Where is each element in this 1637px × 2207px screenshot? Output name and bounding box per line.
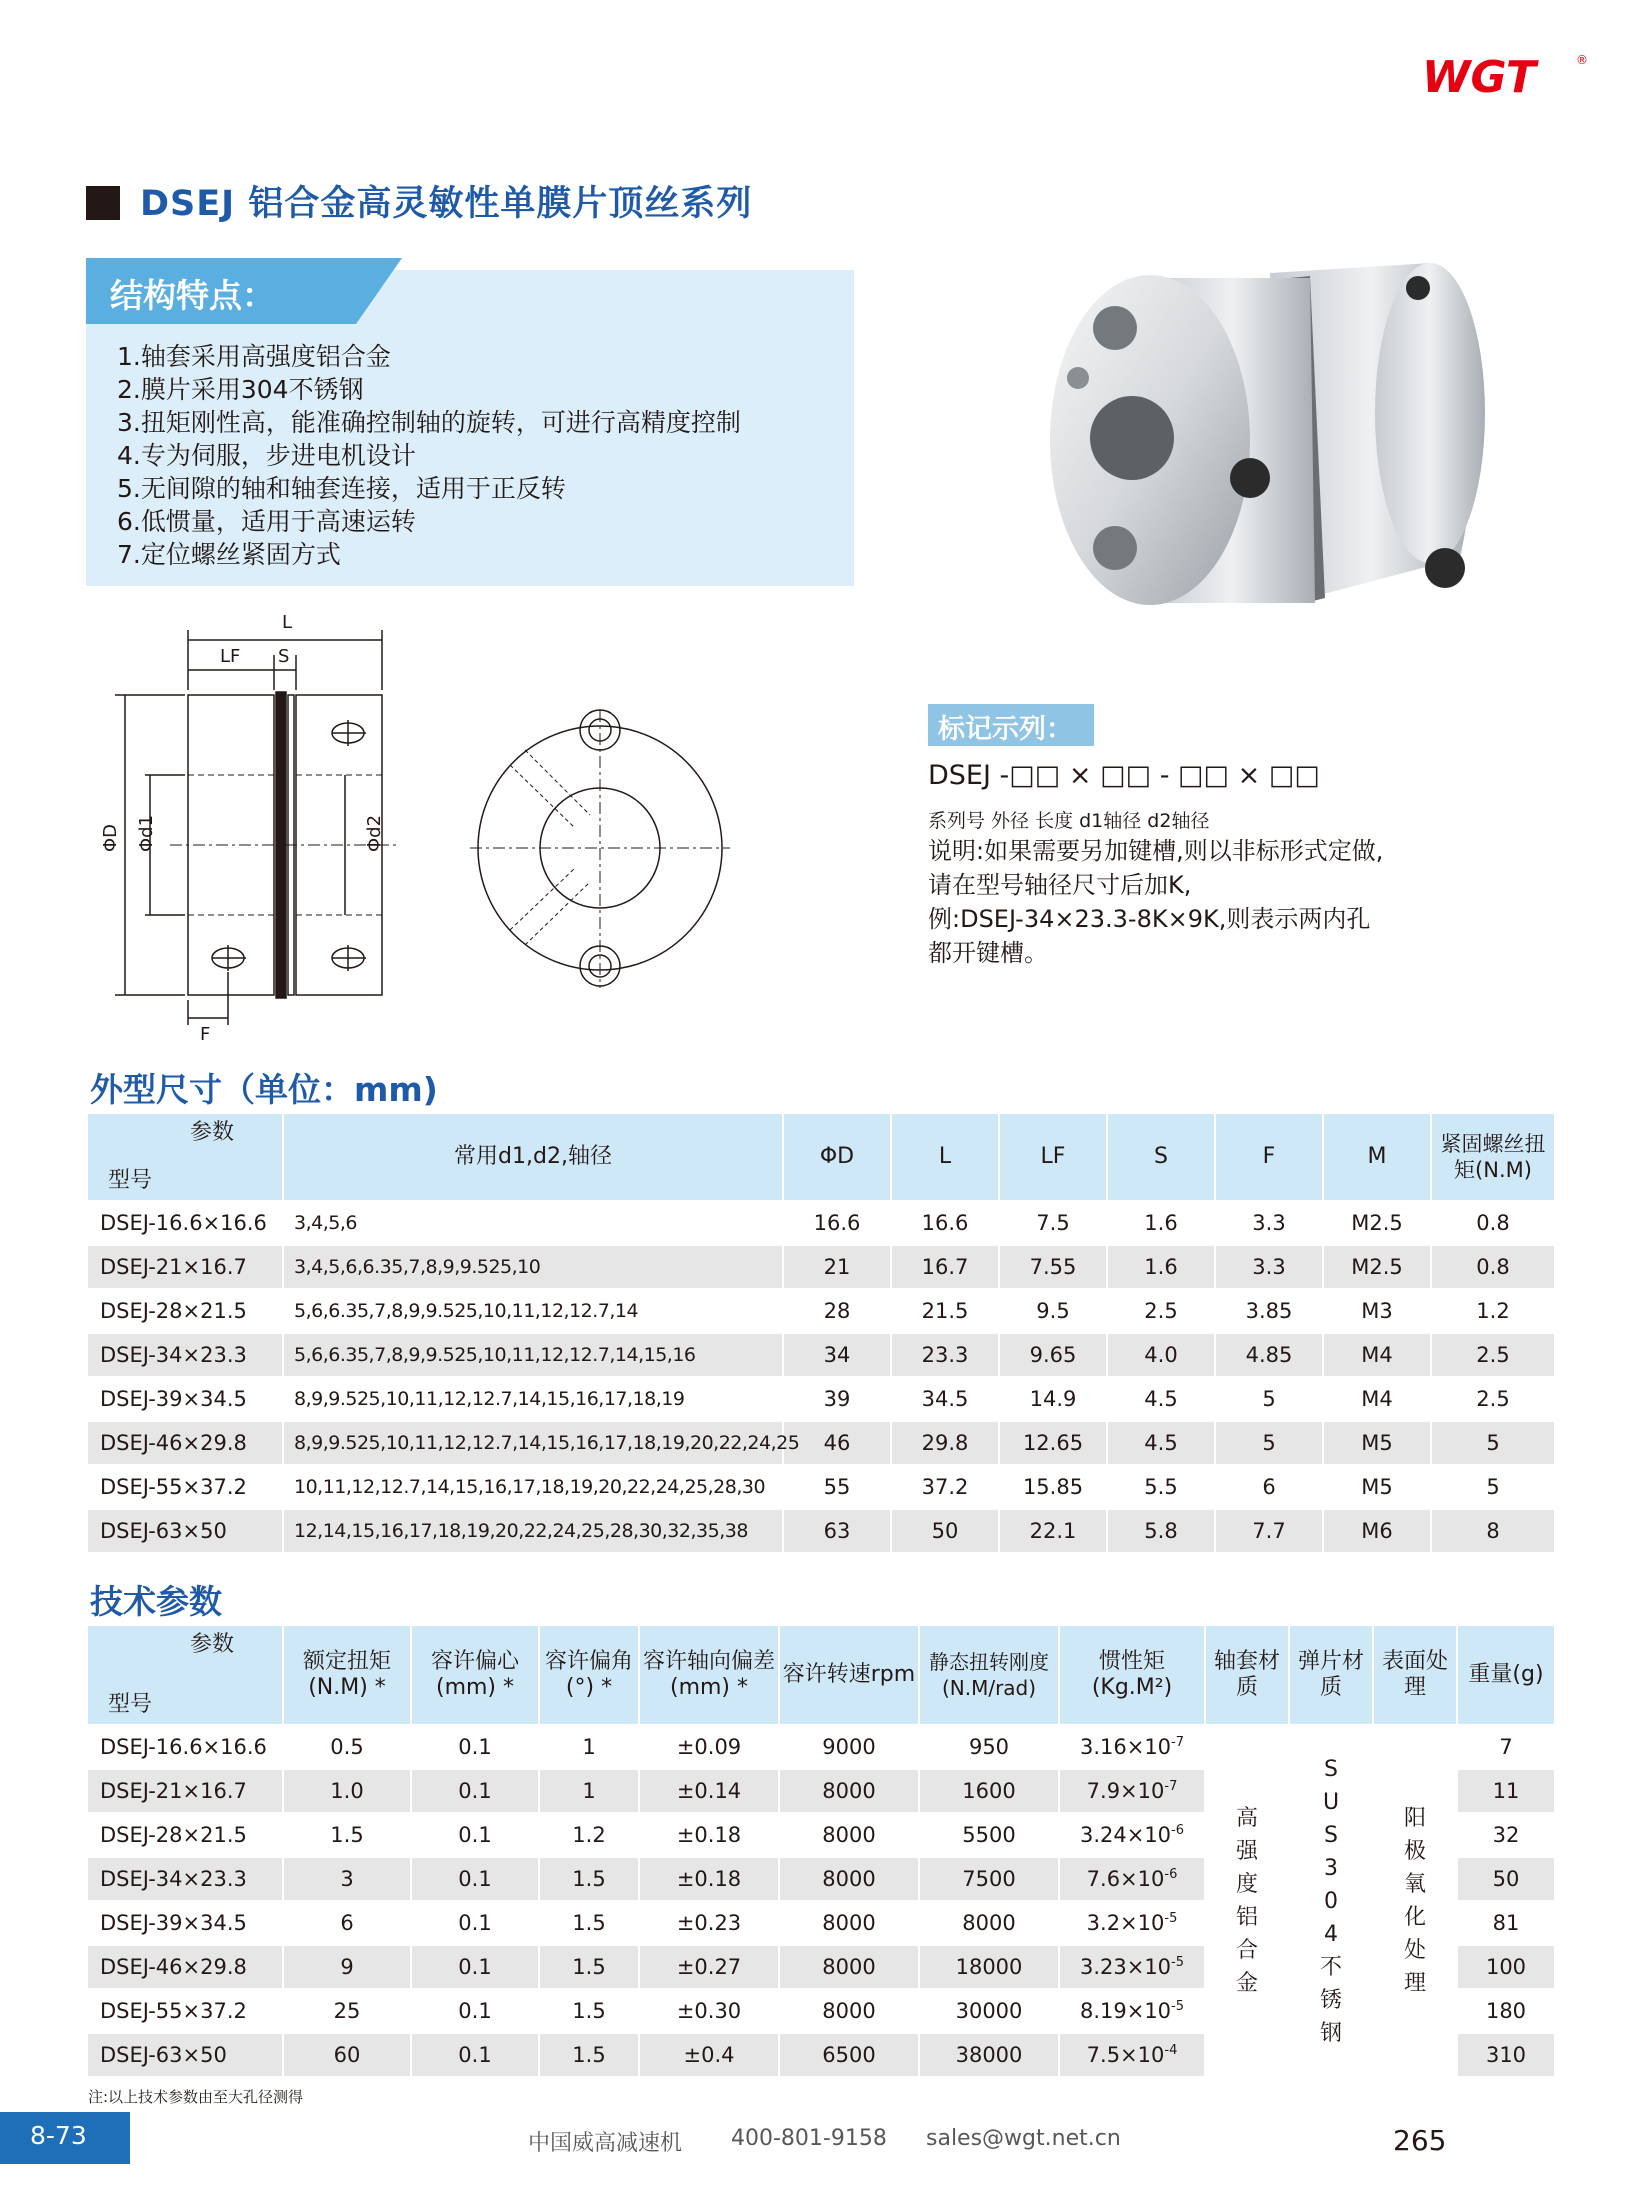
value-cell: 8000: [779, 1989, 919, 2033]
value-cell: 34.5: [891, 1377, 999, 1421]
marking-code: DSEJ -□□ × □□ - □□ × □□: [928, 760, 1320, 791]
bore-sizes-cell: 5,6,6.35,7,8,9,9.525,10,11,12,12.7,14: [283, 1289, 783, 1333]
value-cell: 1.5: [539, 2033, 639, 2077]
value-cell: 0.1: [411, 1769, 539, 1813]
inertia-cell: [1059, 2033, 1205, 2077]
inertia-base: 7.5×10: [1086, 2043, 1165, 2067]
weight-cell: 11: [1457, 1769, 1555, 1813]
value-cell: 9000: [779, 1725, 919, 1769]
value-cell: 50: [891, 1509, 999, 1553]
value-cell: 5: [1215, 1421, 1323, 1465]
marking-note-line: 都开键槽。: [928, 939, 1048, 967]
column-header: F: [1215, 1113, 1323, 1201]
inertia-exponent: -7: [1164, 1779, 1178, 1794]
value-cell: M5: [1323, 1421, 1431, 1465]
value-cell: 39: [783, 1377, 891, 1421]
value-cell: 12.65: [999, 1421, 1107, 1465]
inertia-exponent: -4: [1164, 2043, 1178, 2058]
label-d2: Φd2: [364, 814, 385, 852]
value-cell: 30000: [919, 1989, 1059, 2033]
feature-item: 5.无间隙的轴和轴套连接，适用于正反转: [117, 474, 566, 503]
marking-notes: [928, 834, 1383, 970]
inertia-exponent: -5: [1171, 1999, 1185, 2014]
model-cell: DSEJ-55×37.2: [87, 1465, 283, 1509]
hub-material-cell: [1205, 1725, 1289, 2077]
footer-company: 中国威高减速机: [528, 2131, 683, 2156]
model-cell: DSEJ-21×16.7: [87, 1769, 283, 1813]
column-header: LF: [999, 1113, 1107, 1201]
model-cell: DSEJ-34×23.3: [87, 1333, 283, 1377]
inertia-cell: [1059, 1725, 1205, 1769]
technical-table: [86, 1624, 1556, 2078]
value-cell: 1.5: [539, 1945, 639, 1989]
value-cell: 7.55: [999, 1245, 1107, 1289]
value-cell: 1.6: [1107, 1245, 1215, 1289]
model-cell: DSEJ-28×21.5: [87, 1813, 283, 1857]
value-cell: 8000: [779, 1857, 919, 1901]
table-row: [87, 1509, 1555, 1553]
value-cell: 0.1: [411, 2033, 539, 2077]
inertia-cell: [1059, 1857, 1205, 1901]
column-header: S: [1107, 1113, 1215, 1201]
value-cell: 28: [783, 1289, 891, 1333]
column-header: 常用d1,d2,轴径: [283, 1113, 783, 1201]
value-cell: 21: [783, 1245, 891, 1289]
bore-sizes-cell: 3,4,5,6,6.35,7,8,9,9.525,10: [283, 1245, 783, 1289]
weight-cell: 7: [1457, 1725, 1555, 1769]
value-cell: 0.5: [283, 1725, 411, 1769]
value-cell: M2.5: [1323, 1201, 1431, 1245]
column-header: 容许转速rpm: [779, 1625, 919, 1725]
column-header: 轴套材质: [1205, 1625, 1289, 1725]
value-cell: 16.6: [783, 1201, 891, 1245]
value-cell: 6: [1215, 1465, 1323, 1509]
corner-param-label: 参数: [189, 1120, 234, 1145]
value-cell: 0.1: [411, 1857, 539, 1901]
surface-treatment-cell-text: 阳极氧化处理: [1403, 1806, 1426, 1996]
value-cell: 9.65: [999, 1333, 1107, 1377]
inertia-base: 8.19×10: [1079, 1999, 1172, 2023]
value-cell: 1: [539, 1725, 639, 1769]
model-cell: DSEJ-16.6×16.6: [87, 1201, 283, 1245]
value-cell: ±0.18: [639, 1857, 779, 1901]
marking-legend: 系列号 外径 长度 d1轴径 d2轴径: [928, 810, 1210, 832]
inertia-exponent: -6: [1171, 1823, 1185, 1838]
section-page-number: 8-73: [30, 2121, 87, 2150]
model-cell: DSEJ-63×50: [87, 2033, 283, 2077]
weight-cell: 310: [1457, 2033, 1555, 2077]
table-row: [87, 1289, 1555, 1333]
value-cell: 950: [919, 1725, 1059, 1769]
value-cell: M2.5: [1323, 1245, 1431, 1289]
value-cell: M3: [1323, 1289, 1431, 1333]
bore-sizes-cell: 8,9,9.525,10,11,12,12.7,14,15,16,17,18,19,20,22,24,25: [283, 1421, 783, 1465]
column-header: 惯性矩(Kg.M²): [1059, 1625, 1205, 1725]
value-cell: 15.85: [999, 1465, 1107, 1509]
value-cell: M5: [1323, 1465, 1431, 1509]
coupling-product-photo: [1040, 248, 1500, 638]
value-cell: 1.6: [1107, 1201, 1215, 1245]
model-cell: DSEJ-46×29.8: [87, 1945, 283, 1989]
value-cell: 29.8: [891, 1421, 999, 1465]
value-cell: ±0.23: [639, 1901, 779, 1945]
value-cell: 1.0: [283, 1769, 411, 1813]
column-header: 紧固螺丝扭矩(N.M): [1431, 1113, 1555, 1201]
inertia-exponent: -6: [1164, 1867, 1178, 1882]
corner-header: [87, 1625, 283, 1725]
label-D: ΦD: [100, 823, 121, 852]
value-cell: M4: [1323, 1333, 1431, 1377]
value-cell: 0.1: [411, 1901, 539, 1945]
value-cell: ±0.18: [639, 1813, 779, 1857]
value-cell: 23.3: [891, 1333, 999, 1377]
corner-header: [87, 1113, 283, 1201]
page-number: 265: [1393, 2124, 1447, 2157]
value-cell: ±0.14: [639, 1769, 779, 1813]
dimension-drawing: [70, 600, 790, 1050]
value-cell: 0.8: [1431, 1201, 1555, 1245]
features-heading: 结构特点：: [110, 276, 275, 315]
value-cell: 8000: [779, 1769, 919, 1813]
label-S: S: [278, 646, 290, 667]
table-row: [87, 1245, 1555, 1289]
value-cell: 38000: [919, 2033, 1059, 2077]
value-cell: 4.5: [1107, 1421, 1215, 1465]
bore-sizes-cell: 3,4,5,6: [283, 1201, 783, 1245]
table-row: [87, 1333, 1555, 1377]
value-cell: ±0.27: [639, 1945, 779, 1989]
feature-item: 3.扭矩刚性高，能准确控制轴的旋转，可进行高精度控制: [117, 408, 741, 437]
value-cell: ±0.30: [639, 1989, 779, 2033]
column-header: 额定扭矩(N.M) *: [283, 1625, 411, 1725]
bore-sizes-cell: 5,6,6.35,7,8,9,9.525,10,11,12,12.7,14,15,16: [283, 1333, 783, 1377]
value-cell: 2.5: [1431, 1333, 1555, 1377]
value-cell: 8000: [779, 1813, 919, 1857]
inertia-cell: [1059, 1989, 1205, 2033]
value-cell: 4.5: [1107, 1377, 1215, 1421]
marking-note-line: 例:DSEJ-34×23.3-8K×9K,则表示两内孔: [928, 905, 1371, 933]
value-cell: 5: [1431, 1465, 1555, 1509]
inertia-exponent: -7: [1171, 1735, 1185, 1750]
page-title: DSEJ 铝合金高灵敏性单膜片顶丝系列: [140, 184, 753, 224]
inertia-base: 3.24×10: [1079, 1823, 1172, 1847]
value-cell: 5: [1215, 1377, 1323, 1421]
marking-note-line: 请在型号轴径尺寸后加K,: [928, 871, 1192, 899]
feature-item: 4.专为伺服，步进电机设计: [117, 441, 416, 470]
value-cell: 21.5: [891, 1289, 999, 1333]
value-cell: 2.5: [1431, 1377, 1555, 1421]
corner-param-label: 参数: [189, 1632, 234, 1657]
value-cell: 3.3: [1215, 1245, 1323, 1289]
corner-model-label: 型号: [108, 1692, 153, 1717]
value-cell: 4.0: [1107, 1333, 1215, 1377]
model-cell: DSEJ-21×16.7: [87, 1245, 283, 1289]
column-header: L: [891, 1113, 999, 1201]
model-cell: DSEJ-34×23.3: [87, 1857, 283, 1901]
feature-item: 7.定位螺丝紧固方式: [117, 540, 341, 569]
value-cell: 5.8: [1107, 1509, 1215, 1553]
label-F: F: [200, 1024, 211, 1045]
value-cell: 14.9: [999, 1377, 1107, 1421]
value-cell: 6: [283, 1901, 411, 1945]
value-cell: 5.5: [1107, 1465, 1215, 1509]
wgt-logo: [1420, 50, 1590, 100]
features-list: [117, 340, 741, 571]
value-cell: 4.85: [1215, 1333, 1323, 1377]
inertia-base: 3.2×10: [1086, 1911, 1165, 1935]
value-cell: 1: [539, 1769, 639, 1813]
weight-cell: 180: [1457, 1989, 1555, 2033]
value-cell: 5: [1431, 1421, 1555, 1465]
value-cell: 6500: [779, 2033, 919, 2077]
weight-cell: 32: [1457, 1813, 1555, 1857]
value-cell: 8000: [779, 1901, 919, 1945]
table-row: [87, 1421, 1555, 1465]
column-header: 静态扭转刚度(N.M/rad): [919, 1625, 1059, 1725]
value-cell: 7.7: [1215, 1509, 1323, 1553]
feature-item: 1.轴套采用高强度铝合金: [117, 342, 391, 371]
marking-heading: 标记示列：: [938, 714, 1073, 745]
value-cell: 5500: [919, 1813, 1059, 1857]
feature-item: 2.膜片采用304不锈钢: [117, 375, 364, 404]
value-cell: 1.2: [539, 1813, 639, 1857]
value-cell: 9.5: [999, 1289, 1107, 1333]
footer-email: sales@wgt.net.cn: [926, 2126, 1121, 2151]
inertia-base: 7.9×10: [1086, 1779, 1165, 1803]
inertia-cell: [1059, 1813, 1205, 1857]
value-cell: 8000: [919, 1901, 1059, 1945]
label-d1: Φd1: [136, 814, 157, 852]
value-cell: 3: [283, 1857, 411, 1901]
value-cell: ±0.09: [639, 1725, 779, 1769]
column-header: 重量(g): [1457, 1625, 1555, 1725]
value-cell: 46: [783, 1421, 891, 1465]
model-cell: DSEJ-16.6×16.6: [87, 1725, 283, 1769]
value-cell: 3.3: [1215, 1201, 1323, 1245]
value-cell: 37.2: [891, 1465, 999, 1509]
value-cell: 1600: [919, 1769, 1059, 1813]
inertia-cell: [1059, 1945, 1205, 1989]
weight-cell: 81: [1457, 1901, 1555, 1945]
label-L: L: [282, 612, 293, 633]
surface-treatment-cell: [1373, 1725, 1457, 2077]
value-cell: ±0.4: [639, 2033, 779, 2077]
value-cell: 63: [783, 1509, 891, 1553]
inertia-base: 3.23×10: [1079, 1955, 1172, 1979]
value-cell: M4: [1323, 1377, 1431, 1421]
inertia-base: 7.6×10: [1086, 1867, 1165, 1891]
value-cell: 0.1: [411, 1725, 539, 1769]
footnote: 注:以上技术参数由至大孔径测得: [88, 2088, 304, 2106]
value-cell: 18000: [919, 1945, 1059, 1989]
value-cell: 22.1: [999, 1509, 1107, 1553]
disc-material-cell: [1289, 1725, 1373, 2077]
model-cell: DSEJ-39×34.5: [87, 1377, 283, 1421]
table-row: [87, 1465, 1555, 1509]
hub-material-cell-text: 高强度铝合金: [1235, 1806, 1258, 1996]
inertia-exponent: -5: [1171, 1955, 1185, 1970]
value-cell: 55: [783, 1465, 891, 1509]
value-cell: 8000: [779, 1945, 919, 1989]
column-header: 容许偏心(mm) *: [411, 1625, 539, 1725]
technical-heading: 技术参数: [90, 1582, 222, 1621]
corner-model-label: 型号: [108, 1168, 153, 1193]
marking-note-line: 说明:如果需要另加键槽,则以非标形式定做,: [928, 837, 1384, 865]
value-cell: 1.5: [539, 1989, 639, 2033]
dimensions-heading: 外型尺寸（单位：mm): [90, 1070, 438, 1109]
value-cell: 0.1: [411, 1989, 539, 2033]
inertia-exponent: -5: [1164, 1911, 1178, 1926]
value-cell: 0.1: [411, 1945, 539, 1989]
value-cell: 34: [783, 1333, 891, 1377]
bore-sizes-cell: 8,9,9.525,10,11,12,12.7,14,15,16,17,18,19: [283, 1377, 783, 1421]
value-cell: 2.5: [1107, 1289, 1215, 1333]
model-cell: DSEJ-39×34.5: [87, 1901, 283, 1945]
value-cell: 0.1: [411, 1813, 539, 1857]
value-cell: 9: [283, 1945, 411, 1989]
value-cell: 16.7: [891, 1245, 999, 1289]
table-row: [87, 1725, 1555, 1769]
model-cell: DSEJ-46×29.8: [87, 1421, 283, 1465]
value-cell: 1.5: [283, 1813, 411, 1857]
value-cell: 7500: [919, 1857, 1059, 1901]
title-bullet: [86, 186, 120, 220]
column-header: 弹片材质: [1289, 1625, 1373, 1725]
value-cell: 8: [1431, 1509, 1555, 1553]
value-cell: 3.85: [1215, 1289, 1323, 1333]
bore-sizes-cell: 12,14,15,16,17,18,19,20,22,24,25,28,30,32,35,38: [283, 1509, 783, 1553]
logo-registered-mark: ®: [1576, 53, 1588, 67]
label-LF: LF: [220, 646, 241, 667]
column-header: ΦD: [783, 1113, 891, 1201]
weight-cell: 50: [1457, 1857, 1555, 1901]
value-cell: M6: [1323, 1509, 1431, 1553]
value-cell: 1.2: [1431, 1289, 1555, 1333]
inertia-cell: [1059, 1769, 1205, 1813]
value-cell: 16.6: [891, 1201, 999, 1245]
column-header: 容许偏角(°) *: [539, 1625, 639, 1725]
value-cell: 60: [283, 2033, 411, 2077]
column-header: M: [1323, 1113, 1431, 1201]
column-header: 容许轴向偏差(mm) *: [639, 1625, 779, 1725]
inertia-cell: [1059, 1901, 1205, 1945]
value-cell: 25: [283, 1989, 411, 2033]
disc-material-cell-text: SUS304不锈钢: [1319, 1756, 1342, 2046]
model-cell: DSEJ-55×37.2: [87, 1989, 283, 2033]
inertia-base: 3.16×10: [1079, 1735, 1172, 1759]
feature-item: 6.低惯量，适用于高速运转: [117, 507, 416, 536]
model-cell: DSEJ-63×50: [87, 1509, 283, 1553]
model-cell: DSEJ-28×21.5: [87, 1289, 283, 1333]
logo-text: WGT: [1422, 52, 1536, 100]
value-cell: 0.8: [1431, 1245, 1555, 1289]
footer-phone: 400-801-9158: [731, 2126, 887, 2151]
weight-cell: 100: [1457, 1945, 1555, 1989]
dimensions-table: [86, 1112, 1556, 1554]
value-cell: 1.5: [539, 1857, 639, 1901]
bore-sizes-cell: 10,11,12,12.7,14,15,16,17,18,19,20,22,24,25,28,30: [283, 1465, 783, 1509]
column-header: 表面处理: [1373, 1625, 1457, 1725]
value-cell: 1.5: [539, 1901, 639, 1945]
value-cell: 7.5: [999, 1201, 1107, 1245]
table-row: [87, 1201, 1555, 1245]
table-row: [87, 1377, 1555, 1421]
